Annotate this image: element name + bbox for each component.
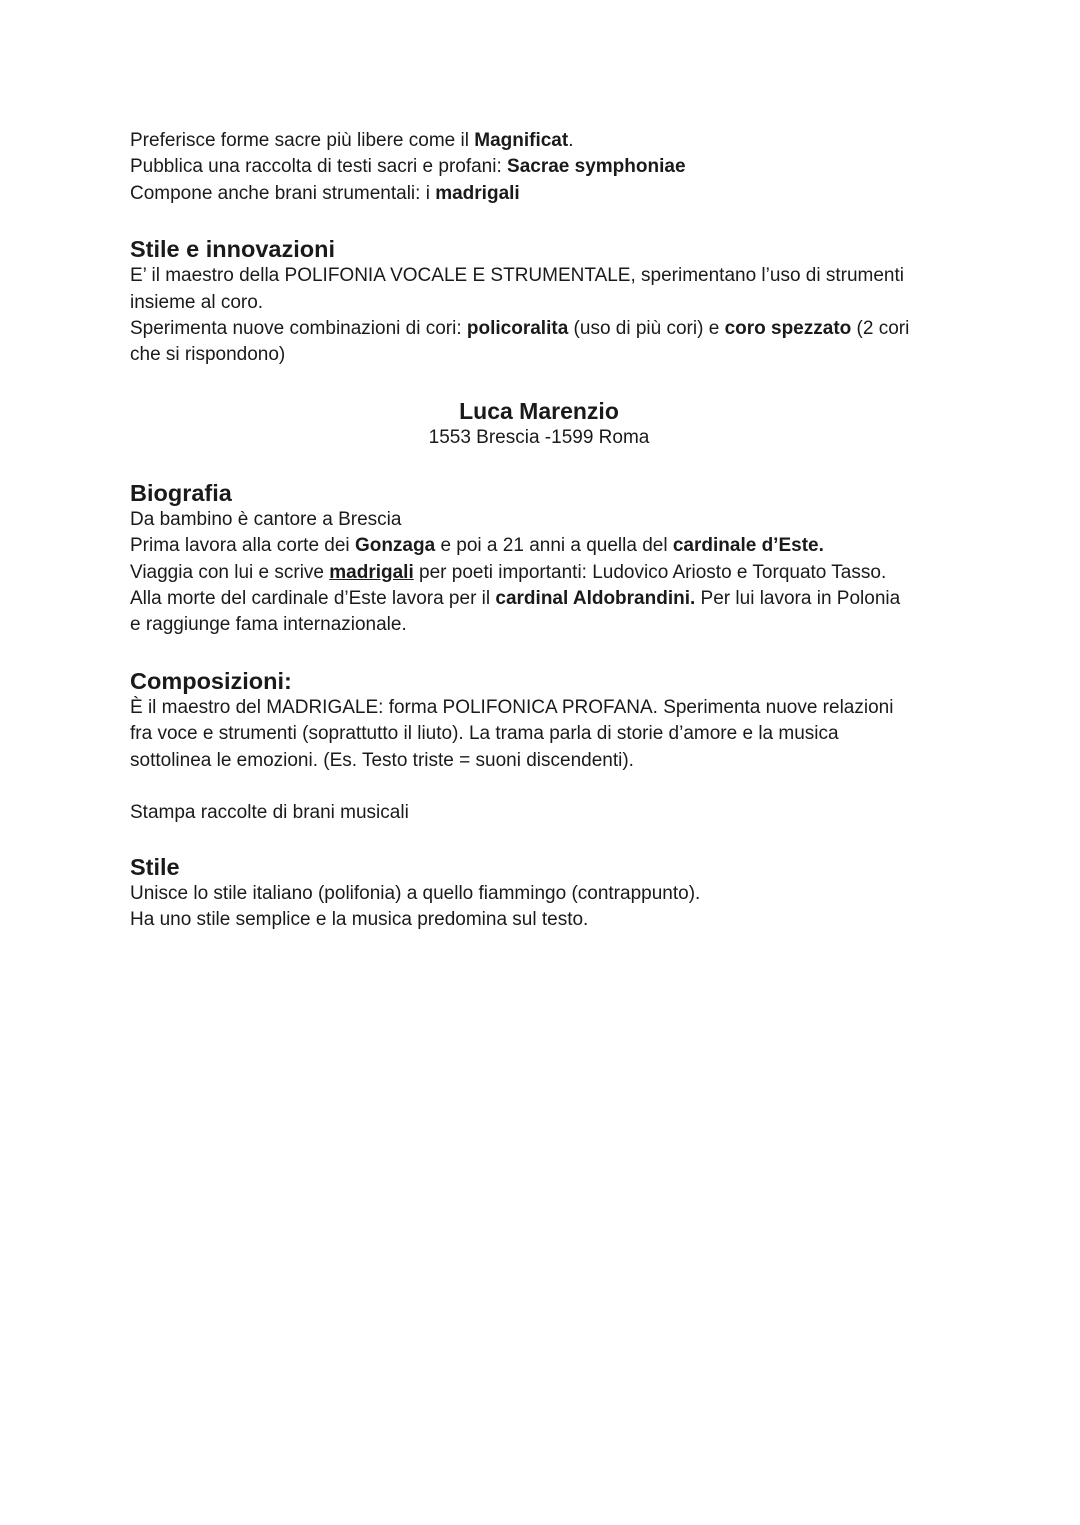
text-run: Preferisce forme sacre più libere come il xyxy=(130,130,475,151)
bold-run: cardinal Aldobrandini. xyxy=(495,588,696,610)
composer-dates: 1553 Brescia -1599 Roma xyxy=(428,426,650,448)
paragraph-madrigali xyxy=(130,181,960,207)
text-run: (uso di più cori) e xyxy=(568,318,725,340)
document-page xyxy=(130,128,960,933)
text-run: Alla morte del cardinale d’Este lavora per il xyxy=(130,588,496,610)
heading-composizioni: Composizioni: xyxy=(130,667,292,694)
text-run: Sperimenta nuove combinazioni di cori: xyxy=(130,318,467,340)
bold-run: Sacrae symphoniae xyxy=(507,156,686,178)
text-run: per poeti importanti: Ludovico Ariosto e Torquato Tasso. xyxy=(413,561,887,583)
bold-run: policoralita xyxy=(466,318,569,340)
stile-line-2: insieme al coro. xyxy=(130,291,264,313)
stile-line-4: che si rispondono) xyxy=(130,344,286,366)
heading-biografia: Biografia xyxy=(130,479,232,506)
bold-underlined-run: madrigali xyxy=(329,561,414,583)
text-run: Per lui lavora in Polonia xyxy=(695,588,901,610)
bold-run: Gonzaga xyxy=(354,535,436,557)
bio-line-2 xyxy=(130,533,960,559)
comp-line-2: fra voce e strumenti (soprattutto il liuto). La trama parla di storie d’amore e la musica xyxy=(130,723,839,745)
bold-run: Magnificat xyxy=(474,130,569,151)
text-run: (2 cori xyxy=(851,318,910,340)
bio-line-4 xyxy=(130,586,960,612)
stile-line-1: E’ il maestro della POLIFONIA VOCALE E STRUMENTALE, sperimentano l’uso di strumenti xyxy=(130,265,904,287)
bold-run: coro spezzato xyxy=(724,318,852,340)
text-run: e poi a 21 anni a quella del xyxy=(435,535,673,557)
stile-line-3 xyxy=(130,316,960,342)
bold-run: cardinale d’Este. xyxy=(672,535,824,557)
text-run: Prima lavora alla corte dei xyxy=(130,535,355,557)
heading-stile: Stile xyxy=(130,853,180,880)
paragraph-sacrae-symphoniae xyxy=(130,154,960,180)
text-run: Compone anche brani strumentali: i xyxy=(130,182,436,204)
stile-marenzio-line-1: Unisce lo stile italiano (polifonia) a quello fiammingo (contrappunto). xyxy=(130,882,701,904)
paragraph-magnificat xyxy=(130,128,960,154)
bio-line-3 xyxy=(130,560,960,586)
comp-line-4: Stampa raccolte di brani musicali xyxy=(130,802,409,824)
text-run: Pubblica una raccolta di testi sacri e profani: xyxy=(130,156,508,178)
bio-line-1: Da bambino è cantore a Brescia xyxy=(130,508,402,530)
stile-marenzio-line-2: Ha uno stile semplice e la musica predomina sul testo. xyxy=(130,908,589,930)
text-run: . xyxy=(568,130,574,151)
bold-run: madrigali xyxy=(435,182,520,204)
text-run: Viaggia con lui e scrive xyxy=(130,561,330,583)
heading-stile-innovazioni: Stile e innovazioni xyxy=(130,236,336,263)
comp-line-1: È il maestro del MADRIGALE: forma POLIFONICA PROFANA. Sperimenta nuove relazioni xyxy=(130,696,894,718)
comp-line-3: sottolinea le emozioni. (Es. Testo triste = suoni discendenti). xyxy=(130,749,634,771)
composer-name: Luca Marenzio xyxy=(459,397,619,424)
bio-line-5: e raggiunge fama internazionale. xyxy=(130,614,407,636)
